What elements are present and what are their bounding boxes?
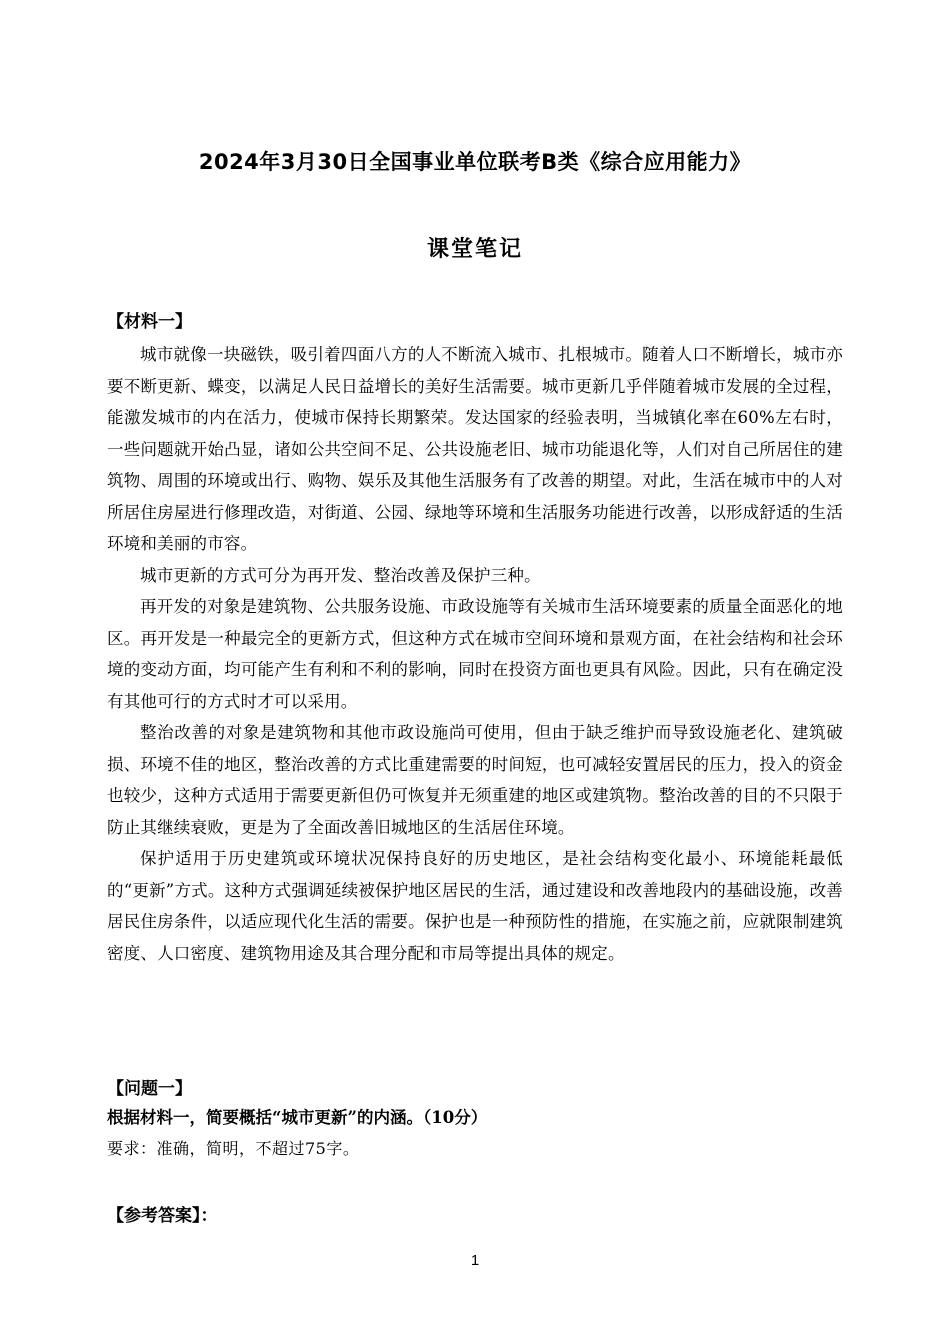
- material-paragraph: 再开发的对象是建筑物、公共服务设施、市政设施等有关城市生活环境要素的质量全面恶化的地区。再开发是一种最完全的更新方式，但这种方式在城市空间环境和景观方面，在社会结构和社会环境的变动方面，均可能产生有利和不利的影响，同时在投资方面也更具有风险。因此，只有在确定没有其他可行的方式时才可以采用。: [107, 597, 843, 711]
- page-number: 1: [470, 1252, 480, 1269]
- material-paragraph: 整治改善的对象是建筑物和其他市政设施尚可使用，但由于缺乏维护而导致设施老化、建筑破损、环境不佳的地区，整治改善的方式比重建需要的时间短，也可减轻安置居民的压力，投入的资金也较少，这种方式适用于需要更新但仍可恢复并无须重建的地区或建筑物。整治改善的目的不只限于防止其继续衰败，更是为了全面改善旧城地区的生活居住环境。: [107, 723, 843, 837]
- question-label: 【问题一】: [107, 1079, 192, 1099]
- document-subtitle: 课堂笔记: [426, 237, 523, 262]
- question-text: 根据材料一，简要概括“城市更新”的内涵。（10分）: [107, 1108, 488, 1127]
- answer-label: 【参考答案】：: [107, 1206, 218, 1226]
- requirement-text: 要求：准确，简明，不超过75字。: [107, 1139, 360, 1158]
- material-body: [107, 339, 843, 969]
- material-paragraph: 城市更新的方式可分为再开发、整治改善及保护三种。: [140, 565, 541, 585]
- document-title: 2024年3月30日全国事业单位联考B类《综合应用能力》: [198, 150, 752, 174]
- material-paragraph: 城市就像一块磁铁，吸引着四面八方的人不断流入城市、扎根城市。随着人口不断增长，城市亦要不断更新、蝶变，以满足人民日益增长的美好生活需要。城市更新几乎伴随着城市发展的全过程，能激发城市的内在活力，使城市保持长期繁荣。发达国家的经验表明，当城镇化率在60%左右时，一些问题就开始凸显，诸如公共空间不足、公共设施老旧、城市功能退化等，人们对自己所居住的建筑物、周围的环境或出行、购物、娱乐及其他生活服务有了改善的期望。对此，生活在城市中的人对所居住房屋进行修理改造，对街道、公园、绿地等环境和生活服务功能进行改善，以形成舒适的生活环境和美丽的市容。: [107, 345, 843, 553]
- material-paragraph: 保护适用于历史建筑或环境状况保持良好的历史地区，是社会结构变化最小、环境能耗最低的“更新”方式。这种方式强调延续被保护地区居民的生活，通过建设和改善地段内的基础设施，改善居民住房条件，以适应现代化生活的需要。保护也是一种预防性的措施，在实施之前，应就限制建筑密度、人口密度、建筑物用途及其合理分配和市局等提出具体的规定。: [107, 849, 843, 963]
- material-label: 【材料一】: [107, 312, 192, 332]
